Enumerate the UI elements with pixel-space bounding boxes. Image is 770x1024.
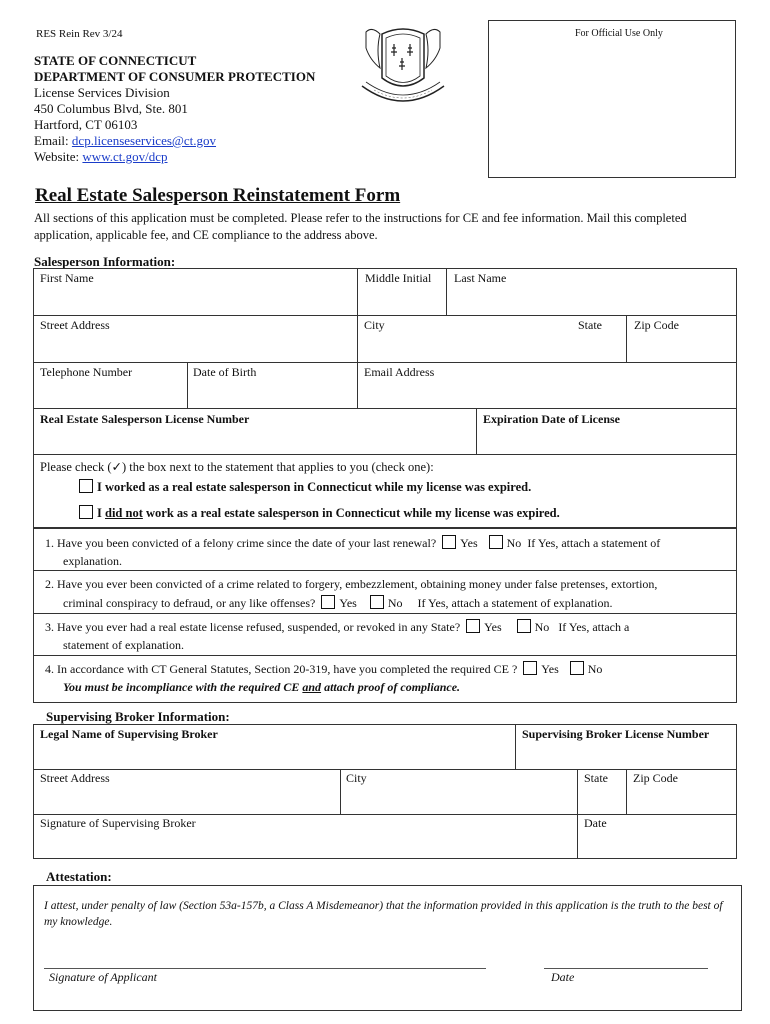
q3-text: 3. Have you ever had a real estate license refused, suspended, or revoked in any State? (45, 620, 461, 634)
official-use-label: For Official Use Only (575, 28, 663, 39)
q3-no-label: No (534, 620, 550, 634)
form-code: RES Rein Rev 3/24 (36, 28, 123, 40)
page-title: Real Estate Salesperson Reinstatement Form (35, 185, 401, 206)
col-divider (626, 315, 627, 362)
website-label: Website: (34, 149, 83, 164)
question-4 (45, 660, 602, 678)
option-worked (79, 479, 531, 495)
col-divider (626, 769, 627, 814)
agency-line1: STATE OF CONNECTICUT (34, 53, 197, 68)
broker-zip-field[interactable]: Zip Code (633, 771, 678, 785)
agency-line2: DEPARTMENT OF CONSUMER PROTECTION (34, 69, 316, 84)
middle-initial-field[interactable]: Middle Initial (365, 271, 432, 285)
broker-table (33, 724, 737, 859)
website-link[interactable]: www.ct.gov/dcp (82, 149, 168, 164)
row-divider (33, 655, 737, 656)
row-divider (33, 362, 737, 363)
q4-note-pre: You must be incompliance with the required CE (63, 680, 303, 694)
col-divider (476, 408, 477, 455)
row-divider (33, 528, 737, 529)
applicant-signature-label: Signature of Applicant (49, 970, 157, 984)
zip-field[interactable]: Zip Code (634, 318, 679, 332)
col-divider (340, 769, 341, 814)
email-link[interactable]: dcp.licenseservices@ct.gov (71, 133, 217, 148)
option2-pre: I (97, 506, 105, 520)
last-name-field[interactable]: Last Name (454, 271, 507, 285)
attestation-heading: Attestation: (46, 869, 112, 884)
check-prompt: Please check (✓) the box next to the statement that applies to you (check one): (40, 460, 434, 474)
q2-tail: If Yes, attach a statement of explanation. (417, 596, 613, 610)
agency-city: Hartford, CT 06103 (34, 117, 138, 132)
q4-note-and: and (302, 680, 322, 694)
broker-state-field[interactable]: State (584, 771, 608, 785)
question-2: 2. Have you ever been convicted of a crime related to forgery, embezzlement, obtaining money under false pretenses, extortion, (45, 577, 658, 591)
q4-yes-checkbox[interactable] (523, 661, 537, 675)
q4-no-checkbox[interactable] (570, 661, 584, 675)
row-divider (33, 769, 737, 770)
q1-continuation: explanation. (63, 554, 122, 568)
state-seal-icon (352, 20, 454, 114)
agency-division: License Services Division (34, 85, 170, 100)
official-use-box (488, 20, 736, 178)
option2-post: work as a real estate salesperson in Connecticut while my license was expired. (142, 506, 560, 520)
q1-no-label: No (506, 536, 522, 550)
question-3 (45, 618, 629, 636)
email-field[interactable]: Email Address (364, 365, 435, 379)
col-divider (577, 769, 578, 859)
applicant-date-line[interactable] (544, 968, 708, 969)
q4-text: 4. In accordance with CT General Statutes, Section 20-319, have you completed the required CE ? (45, 662, 518, 676)
q2-yes-checkbox[interactable] (321, 595, 335, 609)
state-field[interactable]: State (578, 318, 602, 332)
q1-no-checkbox[interactable] (489, 535, 503, 549)
q4-yes-label: Yes (541, 662, 559, 676)
broker-license-number-field[interactable]: Supervising Broker License Number (522, 727, 710, 741)
did-not-work-checkbox[interactable] (79, 505, 93, 519)
q1-text: 1. Have you been convicted of a felony crime since the date of your last renewal? (45, 536, 437, 550)
broker-legal-name-field[interactable]: Legal Name of Supervising Broker (40, 727, 218, 741)
q3-yes-checkbox[interactable] (466, 619, 480, 633)
q1-yes-checkbox[interactable] (442, 535, 456, 549)
agency-email-line (34, 133, 315, 149)
email-label: Email: (34, 133, 72, 148)
q1-yes-label: Yes (460, 536, 478, 550)
applicant-date-label: Date (551, 970, 575, 984)
expiration-date-field[interactable]: Expiration Date of License (483, 412, 620, 426)
q2-no-checkbox[interactable] (370, 595, 384, 609)
broker-street-field[interactable]: Street Address (40, 771, 110, 785)
q2-no-label: No (387, 596, 403, 610)
city-field[interactable]: City (364, 318, 385, 332)
q3-tail: If Yes, attach a (558, 620, 630, 634)
street-address-field[interactable]: Street Address (40, 318, 110, 332)
license-number-field[interactable]: Real Estate Salesperson License Number (40, 412, 250, 426)
col-divider (357, 268, 358, 408)
worked-checkbox[interactable] (79, 479, 93, 493)
row-divider (33, 814, 737, 815)
q1-tail: If Yes, attach a statement of (527, 536, 661, 550)
q4-no-label: No (587, 662, 603, 676)
dob-field[interactable]: Date of Birth (193, 365, 257, 379)
q4-note-post: attach proof of compliance. (321, 680, 461, 694)
row-divider (33, 408, 737, 409)
col-divider (446, 268, 447, 315)
option2-underlined: did not (105, 506, 143, 520)
row-divider (33, 613, 737, 614)
agency-street: 450 Columbus Blvd, Ste. 801 (34, 101, 188, 116)
option-worked-label: I worked as a real estate salesperson in Connecticut while my license was expired. (97, 480, 532, 494)
q2-yes-label: Yes (339, 596, 357, 610)
col-divider (187, 362, 188, 408)
q3-no-checkbox[interactable] (517, 619, 531, 633)
intro-text: All sections of this application must be completed. Please refer to the instructions for CE and fee information. Mail this completed application, applicable fee, and CE compliance to the address above. (34, 211, 687, 242)
q4-compliance-note (63, 678, 460, 696)
row-divider (33, 315, 737, 316)
attestation-text: I attest, under penalty of law (Section 53a-157b, a Class A Misdemeanor) that the information provided in this application is the truth to the best of my knowledge. (44, 900, 723, 928)
broker-signature-field[interactable]: Signature of Supervising Broker (40, 816, 196, 830)
q2-text: criminal conspiracy to defraud, or any like offenses? (63, 596, 316, 610)
broker-city-field[interactable]: City (346, 771, 367, 785)
applicant-signature-line[interactable] (44, 968, 486, 969)
question-2-line2 (63, 594, 612, 612)
telephone-field[interactable]: Telephone Number (40, 365, 133, 379)
agency-website-line (34, 149, 315, 165)
first-name-field[interactable]: First Name (40, 271, 94, 285)
broker-date-field[interactable]: Date (584, 816, 607, 830)
q3-yes-label: Yes (484, 620, 502, 634)
row-divider (33, 570, 737, 571)
broker-heading: Supervising Broker Information: (46, 709, 230, 724)
option-did-not-work (79, 505, 560, 521)
agency-block (34, 53, 315, 165)
q3-continuation: statement of explanation. (63, 638, 184, 652)
question-1 (45, 534, 660, 552)
col-divider (515, 724, 516, 769)
salesperson-heading: Salesperson Information: (34, 254, 176, 269)
